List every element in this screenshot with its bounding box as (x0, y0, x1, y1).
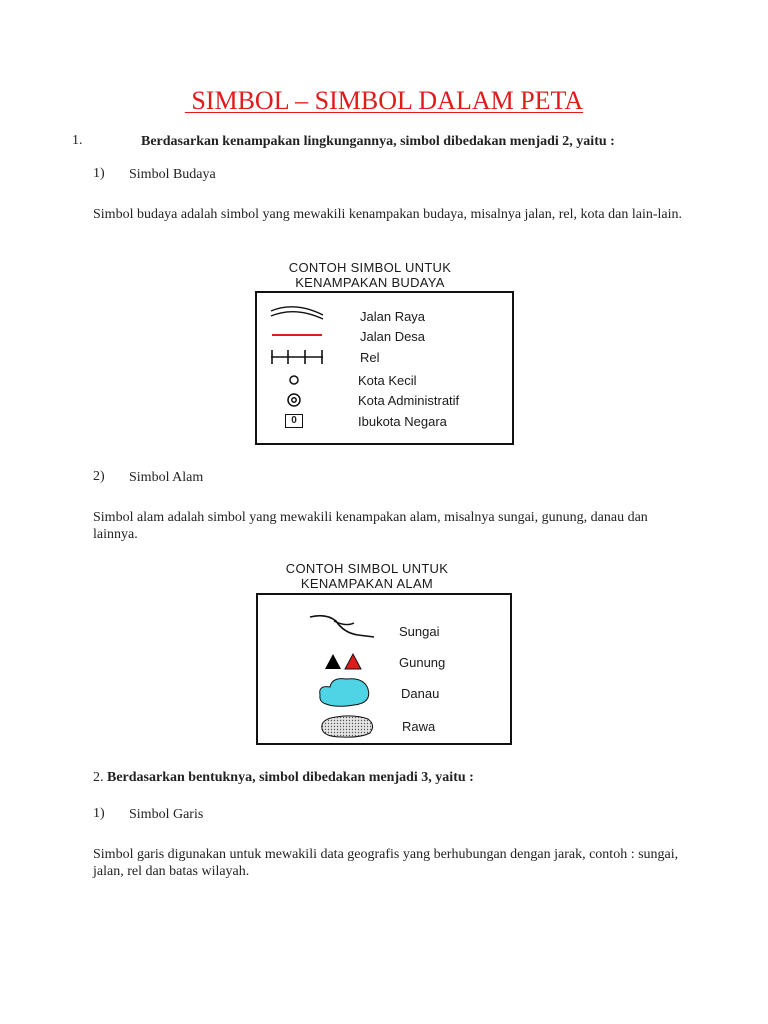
budaya-figure-caption (250, 260, 490, 290)
budaya-number: 1) (93, 166, 105, 181)
swamp-shape-icon (318, 713, 376, 739)
double-curved-road-icon (269, 303, 325, 321)
alam-label: Simbol Alam (129, 470, 204, 485)
legend-jalan-desa: Jalan Desa (360, 329, 426, 344)
alam-legend-box (256, 593, 512, 745)
budaya-caption-line2: KENAMPAKAN BUDAYA (295, 275, 445, 290)
legend-kota-administratif: Kota Administratif (358, 393, 460, 408)
section-2-heading-line (93, 769, 474, 786)
legend-rel: Rel (360, 350, 380, 365)
legend-gunung: Gunung (399, 655, 446, 670)
garis-number: 1) (93, 806, 105, 821)
section-2-number: 2. (93, 770, 104, 785)
budaya-figure (250, 258, 520, 448)
legend-ibukota-negara: Ibukota Negara (358, 414, 447, 429)
legend-kota-kecil: Kota Kecil (358, 373, 417, 388)
budaya-caption-line1: CONTOH SIMBOL UNTUK (288, 260, 452, 275)
budaya-legend-box (255, 291, 514, 445)
mountain-triangles-icon (323, 651, 363, 671)
page-title: SIMBOL – SIMBOL DALAM PETA (184, 86, 584, 115)
boxed-zero-icon (285, 414, 303, 428)
legend-rawa: Rawa (402, 719, 436, 734)
alam-caption-line2: KENAMPAKAN ALAM (300, 576, 434, 591)
alam-figure-caption (254, 561, 480, 591)
railway-icon (269, 348, 325, 366)
legend-jalan-raya: Jalan Raya (360, 309, 426, 324)
section-1-heading: Berdasarkan kenampakan lingkungannya, simbol dibedakan menjadi 2, yaitu : (141, 134, 615, 149)
lake-shape-icon (316, 675, 372, 709)
budaya-description: Simbol budaya adalah simbol yang mewakili kenampakan budaya, misalnya jalan, rel, kota dan lain-lain. (93, 207, 682, 222)
alam-number: 2) (93, 469, 105, 484)
legend-danau: Danau (401, 686, 440, 701)
section-2-heading: Berdasarkan bentuknya, simbol dibedakan menjadi 3, yaitu : (107, 770, 474, 785)
garis-description: Simbol garis digunakan untuk mewakili data geografis yang berhubungan dengan jarak, contoh : sungai, jalan, rel dan batas wilayah. (93, 847, 679, 879)
double-circle-icon (286, 392, 302, 408)
small-circle-icon (287, 373, 301, 387)
alam-caption-line1: CONTOH SIMBOL UNTUK (285, 561, 449, 576)
section-1-number: 1. (72, 133, 83, 148)
budaya-label: Simbol Budaya (129, 167, 216, 182)
river-line-icon (308, 611, 378, 641)
boxed-zero-text: 0 (291, 415, 297, 426)
red-line-icon (271, 331, 323, 339)
garis-label: Simbol Garis (129, 807, 204, 822)
alam-figure (254, 559, 516, 749)
alam-description: Simbol alam adalah simbol yang mewakili kenampakan alam, misalnya sungai, gunung, danau dan lainnya. (93, 510, 648, 542)
legend-sungai: Sungai (399, 624, 440, 639)
